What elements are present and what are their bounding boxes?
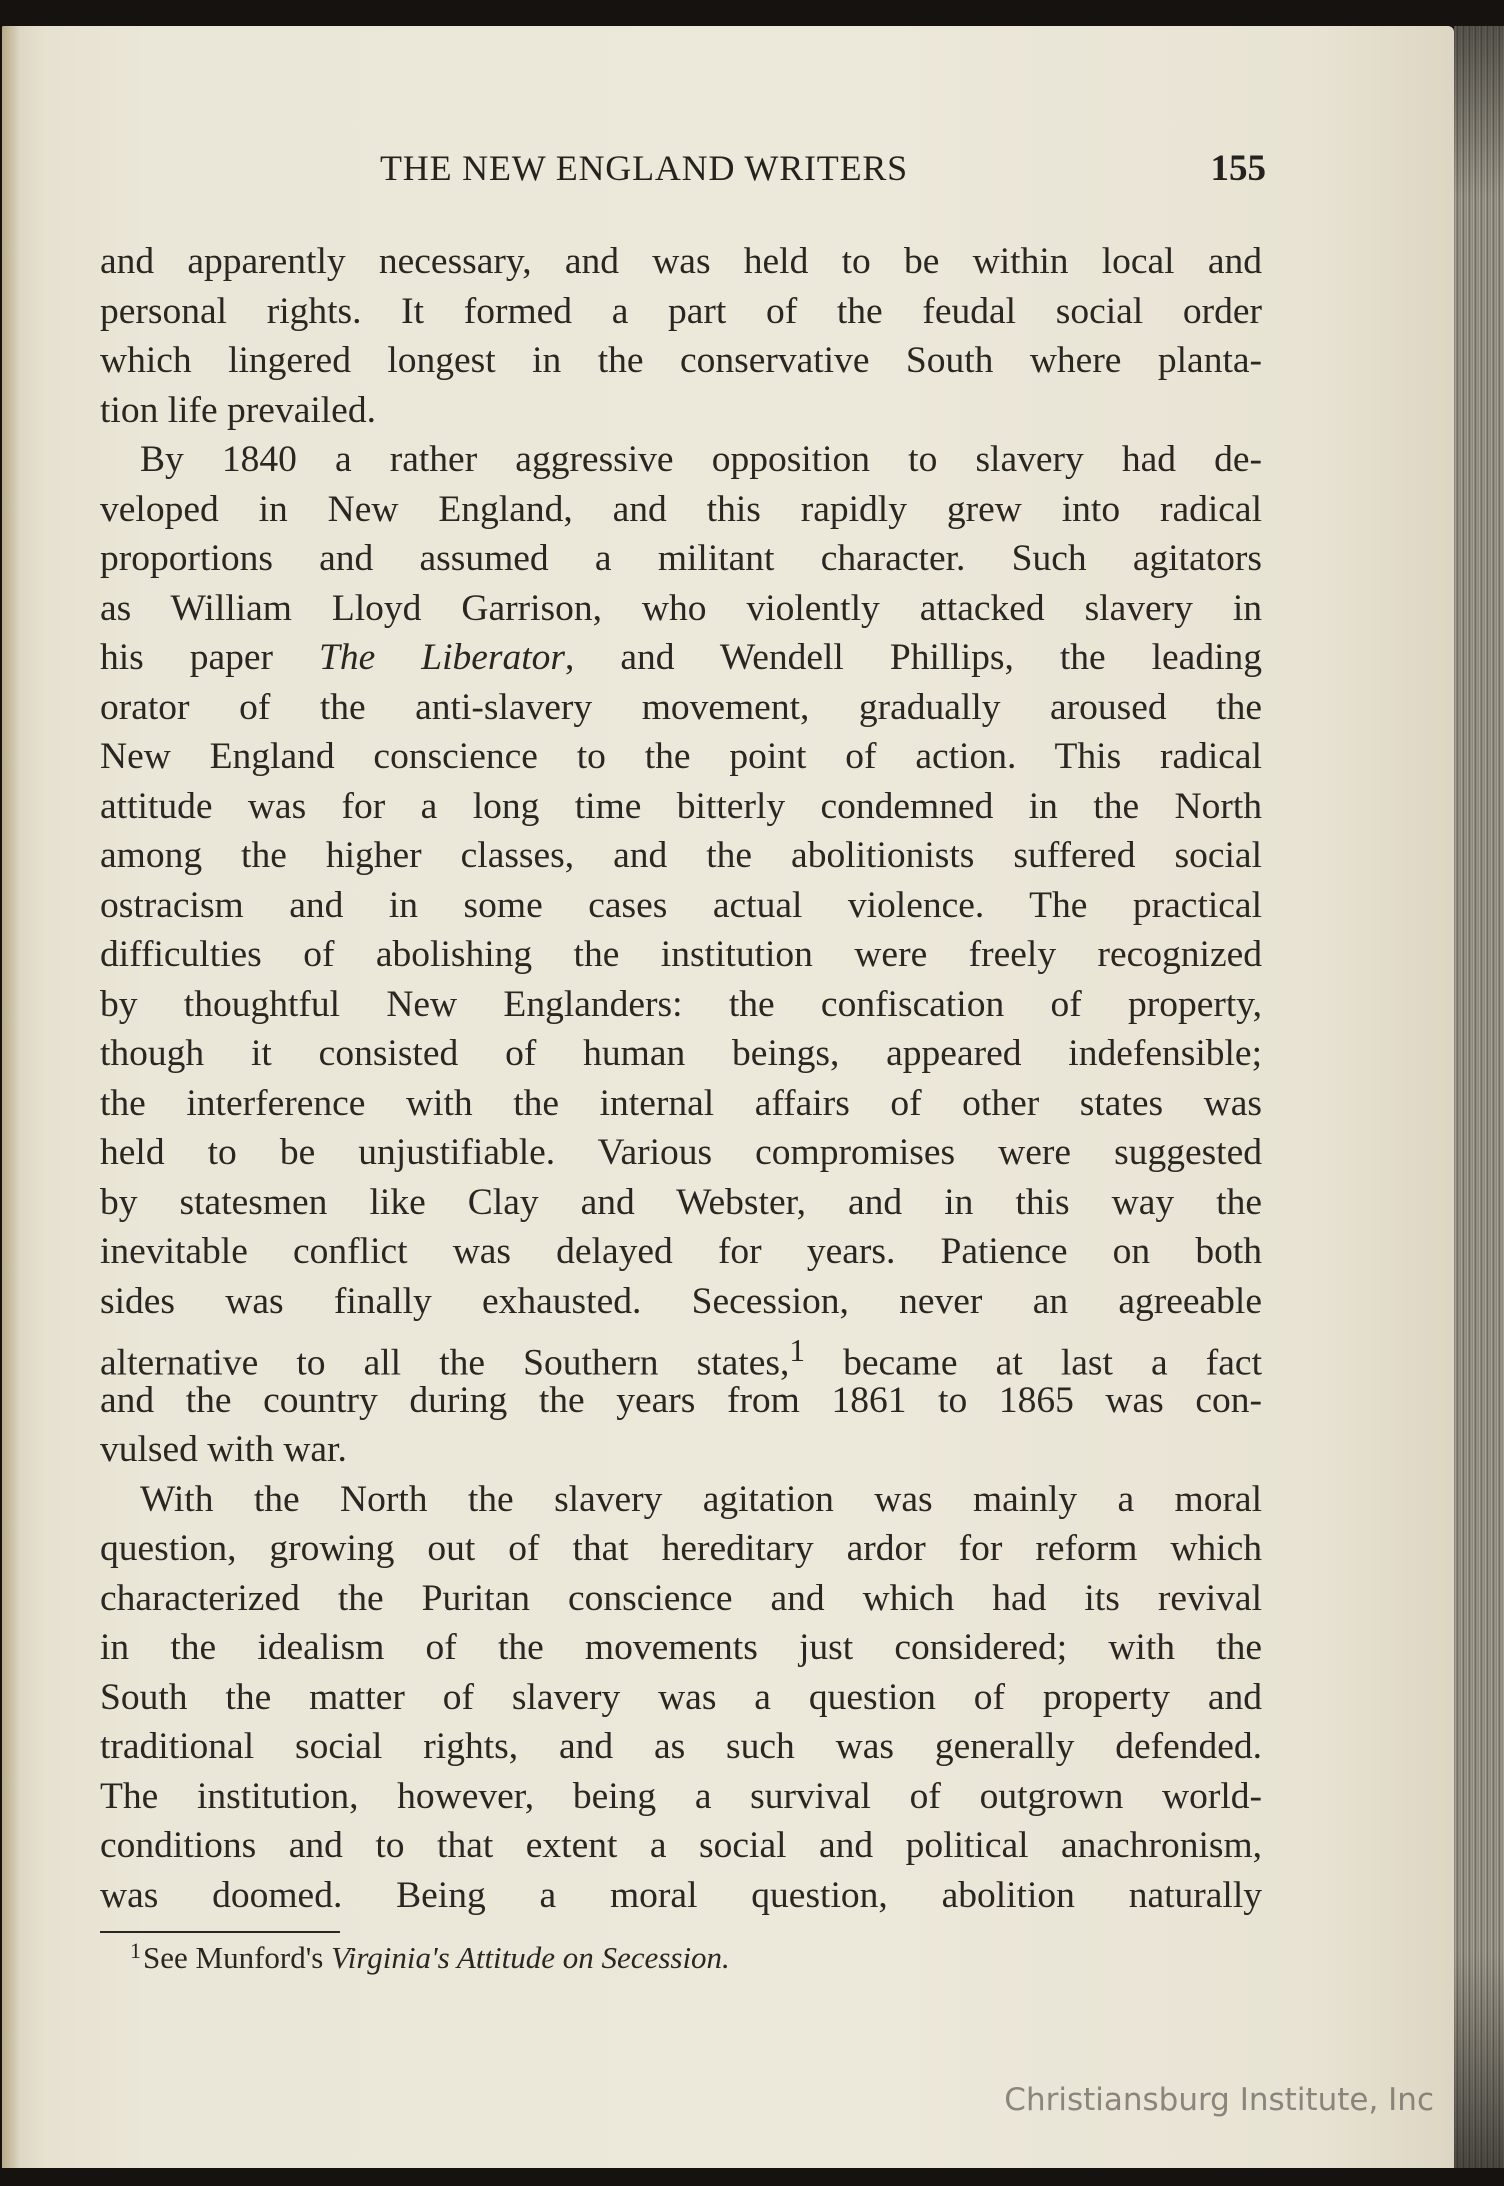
watermark: Christiansburg Institute, Inc: [1004, 2082, 1434, 2118]
footnote-number: 1: [130, 1938, 141, 1963]
text-line: was doomed. Being a moral question, abolition naturally: [100, 1874, 1262, 1916]
footnote-text: See Munford's: [143, 1940, 332, 1975]
footnote: [130, 1938, 730, 1976]
text-line: which lingered longest in the conservative South where planta-: [100, 340, 1262, 381]
text-line: personal rights. It formed a part of the feudal social order: [100, 290, 1262, 332]
text-segment: , and Wendell Phillips, the leading: [565, 637, 1262, 678]
paragraph-start-line: With the North the slavery agitation was mainly a moral: [140, 1478, 1262, 1520]
text-line: question, growing out of that hereditary ardor for reform which: [100, 1528, 1262, 1569]
footnote-rule: [100, 1931, 340, 1933]
text-segment: became at last a fact: [804, 1342, 1262, 1384]
text-line: and apparently necessary, and was held to be within local and: [100, 241, 1262, 282]
text-line: vulsed with war.: [100, 1429, 347, 1470]
footnote-work-title: Virginia's Attitude on Secession.: [331, 1940, 730, 1975]
running-title: THE NEW ENGLAND WRITERS: [380, 148, 909, 188]
text-line: conditions and to that extent a social and political anachronism,: [100, 1825, 1262, 1866]
gutter-shadow: [2, 26, 20, 2168]
text-line: difficulties of abolishing the institution were freely recognized: [100, 934, 1262, 975]
text-line: inevitable conflict was delayed for years. Patience on both: [100, 1231, 1262, 1272]
page-edges: [1454, 26, 1504, 2168]
text-segment: his paper: [100, 637, 320, 678]
text-line: The institution, however, being a survival of outgrown world-: [100, 1775, 1262, 1817]
text-line: though it consisted of human beings, appeared indefensible;: [100, 1033, 1262, 1074]
text-line: orator of the anti-slavery movement, gradually aroused the: [100, 686, 1262, 728]
bottom-edge: [0, 2168, 1504, 2186]
page-header: [380, 147, 1266, 195]
text-line: in the idealism of the movements just considered; with the: [100, 1627, 1262, 1668]
text-segment: alternative to all the Southern states,: [100, 1342, 790, 1384]
text-line: among the higher classes, and the abolitionists suffered social: [100, 835, 1262, 876]
text-line: South the matter of slavery was a question of property and: [100, 1676, 1262, 1718]
text-line: the interference with the internal affairs of other states was: [100, 1082, 1262, 1124]
text-line: by statesmen like Clay and Webster, and in this way the: [100, 1181, 1262, 1223]
text-line: sides was finally exhausted. Secession, never an agreeable: [100, 1280, 1262, 1322]
text-line-liberator: [100, 633, 1262, 683]
text-line: ostracism and in some cases actual violence. The practical: [100, 884, 1262, 926]
text-line: tion life prevailed.: [100, 389, 376, 431]
text-line: New England conscience to the point of action. This radical: [100, 736, 1262, 777]
text-line: proportions and assumed a militant character. Such agitators: [100, 538, 1262, 579]
text-line: attitude was for a long time bitterly condemned in the North: [100, 785, 1262, 827]
text-line: characterized the Puritan conscience and which had its revival: [100, 1577, 1262, 1619]
text-line: held to be unjustifiable. Various compromises were suggested: [100, 1132, 1262, 1173]
page-number: 155: [1210, 148, 1266, 189]
text-line-footnoted: [100, 1326, 1262, 1384]
text-line: veloped in New England, and this rapidly grew into radical: [100, 488, 1262, 530]
text-line: and the country during the years from 1861 to 1865 was con-: [100, 1379, 1262, 1421]
publication-title: The Liberator: [319, 637, 566, 678]
text-line: as William Lloyd Garrison, who violently attacked slavery in: [100, 587, 1262, 629]
text-line: traditional social rights, and as such was generally defended.: [100, 1726, 1262, 1767]
body-text: [100, 237, 1262, 1920]
text-line: by thoughtful New Englanders: the confiscation of property,: [100, 983, 1262, 1025]
footnote-marker[interactable]: 1: [789, 1333, 805, 1368]
paragraph-start-line: By 1840 a rather aggressive opposition to slavery had de-: [140, 439, 1262, 480]
